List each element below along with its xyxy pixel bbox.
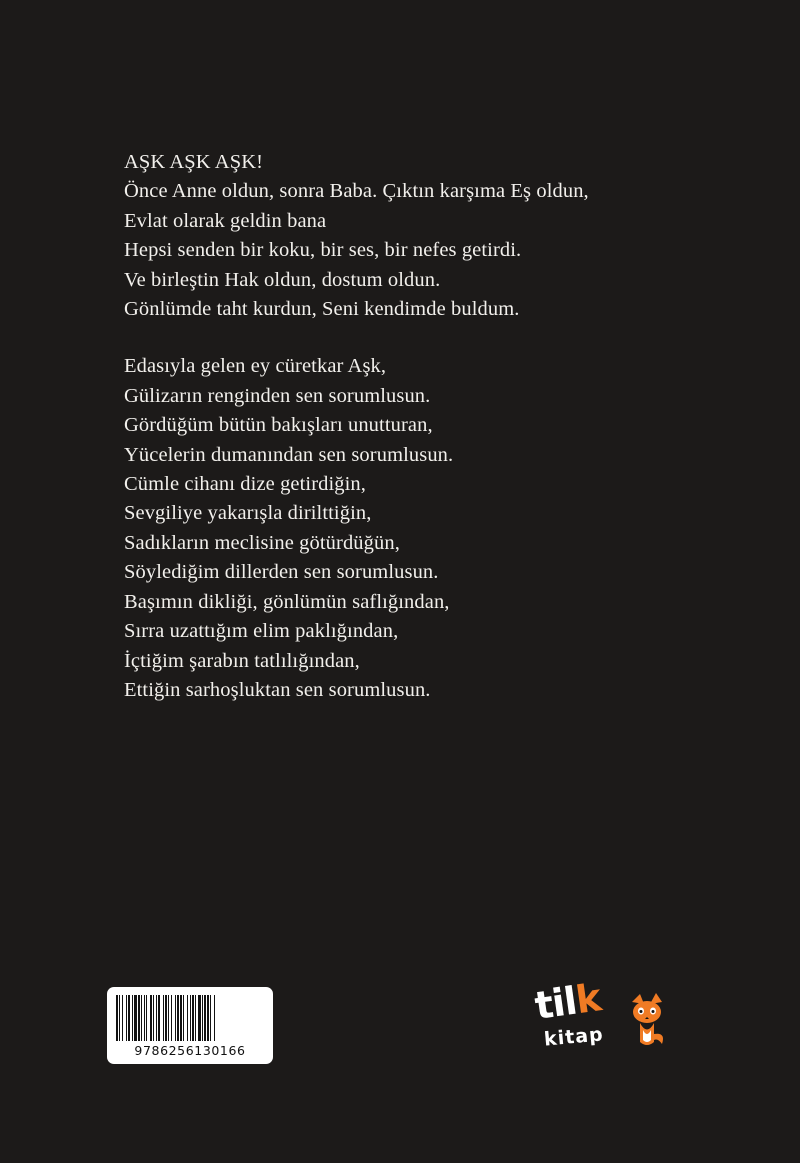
poem-line: Evlat olarak geldin bana xyxy=(124,209,327,232)
poem-line: AŞK AŞK AŞK! xyxy=(124,151,264,173)
barcode-bar xyxy=(146,995,147,1041)
barcode-bar xyxy=(183,995,184,1041)
barcode-bar xyxy=(198,995,201,1041)
barcode-bar xyxy=(187,995,188,1041)
isbn-barcode xyxy=(107,987,273,1064)
poem-line: İçtiğim şarabın tatlılığından, xyxy=(124,649,360,672)
barcode-bar xyxy=(202,995,203,1041)
barcode-bar xyxy=(177,995,179,1041)
barcode-bars xyxy=(114,995,266,1043)
barcode-bar xyxy=(214,995,215,1041)
poem-line: Gülizarın renginden sen sorumlusun. xyxy=(124,384,431,407)
barcode-bar xyxy=(150,995,152,1041)
fox-icon xyxy=(628,992,666,1050)
poem-line: Cümle cihanı dize getirdiğin, xyxy=(124,473,367,496)
poem-line: Ettiğin sarhoşluktan sen sorumlusun. xyxy=(124,678,431,701)
isbn-number: 9786256130166 xyxy=(134,1043,246,1058)
logo-word-top: tilk xyxy=(532,975,604,1028)
poem-line: Ve birleştin Hak oldun, dostum oldun. xyxy=(124,268,441,291)
barcode-bar xyxy=(163,995,164,1041)
poem-line: Başımın dikliği, gönlümün saflığından, xyxy=(124,590,450,613)
barcode-bar xyxy=(195,995,196,1041)
barcode-bar xyxy=(158,995,160,1041)
barcode-bar xyxy=(175,995,176,1041)
barcode-bar xyxy=(207,995,209,1041)
barcode-bar xyxy=(126,995,127,1041)
barcode-bar xyxy=(168,995,169,1041)
poem-line: Önce Anne oldun, sonra Baba. Çıktın karşıma Eş oldun, xyxy=(124,180,589,203)
poem-line: Sevgiliye yakarışla dirilttiğin, xyxy=(124,502,372,525)
barcode-bar xyxy=(138,995,140,1041)
poem-stanza-2 xyxy=(124,352,684,705)
back-cover-poem xyxy=(124,148,684,705)
poem-line: Söylediğim dillerden sen sorumlusun. xyxy=(124,561,439,584)
barcode-bar xyxy=(156,995,157,1041)
poem-stanza-1 xyxy=(124,148,684,324)
barcode-bar xyxy=(144,995,145,1041)
poem-line: Hepsi senden bir koku, bir ses, bir nefes getirdi. xyxy=(124,239,522,262)
barcode-bar xyxy=(116,995,118,1041)
barcode-bar xyxy=(128,995,130,1041)
publisher-logo xyxy=(532,975,668,1068)
barcode-bar xyxy=(153,995,154,1041)
poem-line: Sadıkların meclisine götürdüğün, xyxy=(124,531,400,554)
poem-line: Gönlümde taht kurdun, Seni kendimde buldum. xyxy=(124,298,520,321)
barcode-bar xyxy=(190,995,191,1041)
barcode-bar xyxy=(180,995,182,1041)
barcode-bar xyxy=(141,995,142,1041)
poem-line: Edasıyla gelen ey cüretkar Aşk, xyxy=(124,355,387,378)
barcode-bar xyxy=(165,995,167,1041)
poem-line: Sırra uzattığım elim paklığından, xyxy=(124,620,399,643)
barcode-bar xyxy=(134,995,137,1041)
barcode-bar xyxy=(171,995,172,1041)
barcode-bar xyxy=(204,995,206,1041)
poem-line: Gördüğüm bütün bakışları unutturan, xyxy=(124,414,433,437)
poem-line: Yücelerin dumanından sen sorumlusun. xyxy=(124,443,454,466)
barcode-bar xyxy=(122,995,123,1041)
barcode-bar xyxy=(210,995,211,1041)
logo-word-bottom: kitap xyxy=(543,1023,605,1051)
barcode-bar xyxy=(132,995,133,1041)
barcode-bar xyxy=(192,995,194,1041)
barcode-bar xyxy=(119,995,120,1041)
